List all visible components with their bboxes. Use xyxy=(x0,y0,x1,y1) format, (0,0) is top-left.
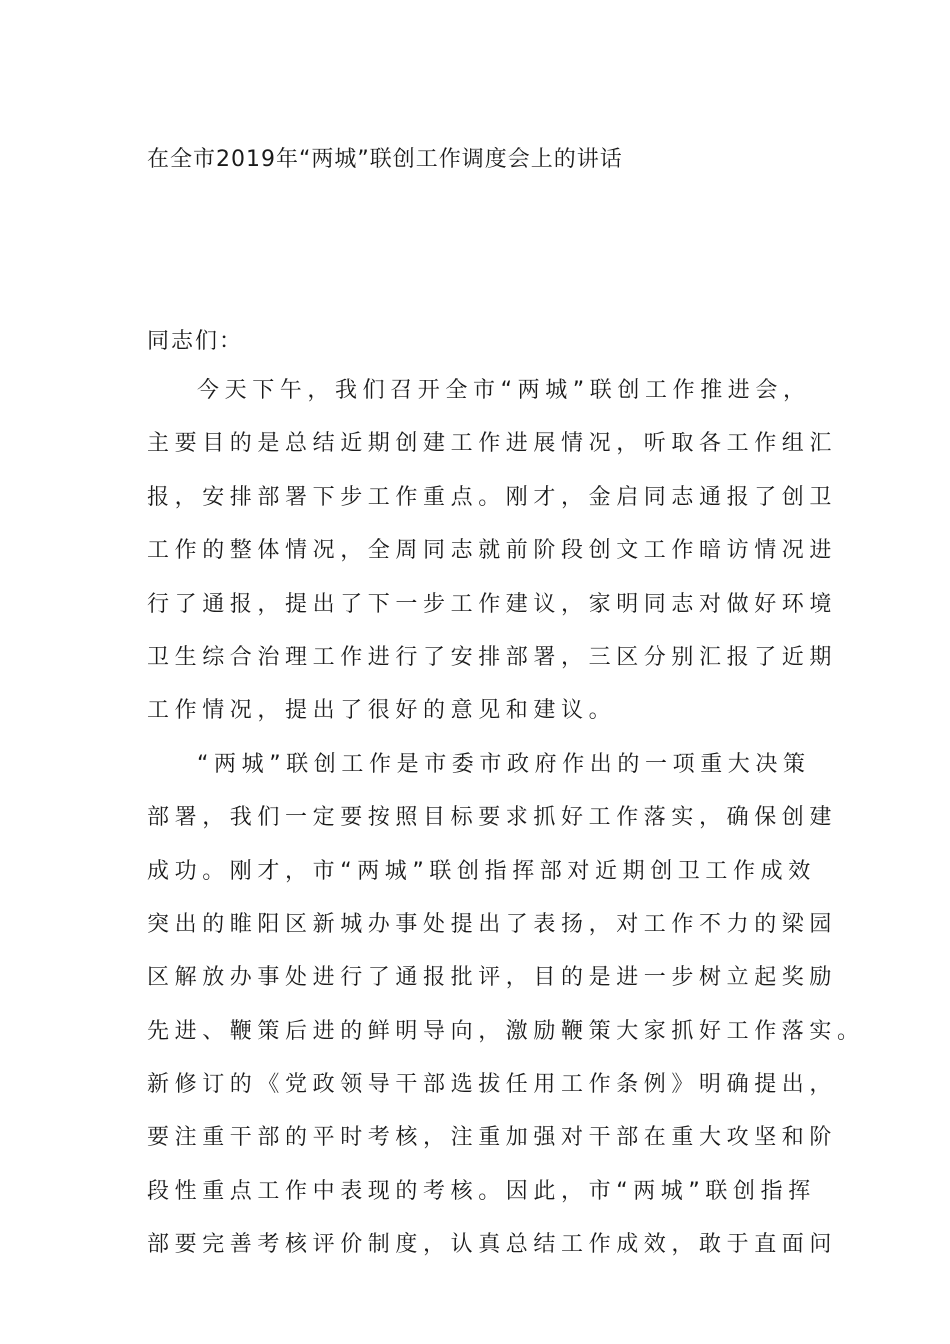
paragraph-line: 报，安排部署下步工作重点。刚才，金启同志通报了创卫 xyxy=(147,484,838,510)
body-text xyxy=(147,372,865,1280)
paragraph-line: 工作情况，提出了很好的意见和建议。 xyxy=(147,698,617,724)
paragraph-line: 部署，我们一定要按照目标要求抓好工作落实，确保创建 xyxy=(147,805,838,831)
paragraph-line: 突出的睢阳区新城办事处提出了表扬，对工作不力的梁园 xyxy=(147,911,838,937)
paragraph-line: 成功。刚才，市“两城”联创指挥部对近期创卫工作成效 xyxy=(147,858,816,884)
paragraph-line: 今天下午，我们召开全市“两城”联创工作推进会， xyxy=(197,378,811,403)
paragraph-line: 部要完善考核评价制度，认真总结工作成效，敢于直面问 xyxy=(147,1232,838,1258)
salutation: 同志们： xyxy=(147,329,244,354)
paragraph-line: 先进、鞭策后进的鲜明导向，激励鞭策大家抓好工作落实。 xyxy=(147,1018,865,1044)
paragraph-line: 新修订的《党政领导干部选拔任用工作条例》明确提出， xyxy=(147,1072,838,1098)
paragraph-line: 行了通报，提出了下一步工作建议，家明同志对做好环境 xyxy=(147,591,838,617)
paragraph-line: 主要目的是总结近期创建工作进展情况，听取各工作组汇 xyxy=(147,431,838,457)
paragraph-line: 段性重点工作中表现的考核。因此，市“两城”联创指挥 xyxy=(147,1178,816,1204)
paragraph-line: 工作的整体情况，全周同志就前阶段创文工作暗访情况进 xyxy=(147,538,838,564)
paragraph-line: 要注重干部的平时考核，注重加强对干部在重大攻坚和阶 xyxy=(147,1125,838,1151)
paragraph-line: “两城”联创工作是市委市政府作出的一项重大决策 xyxy=(197,751,811,777)
document-title: 在全市2019年“两城”联创工作调度会上的讲话 xyxy=(147,147,623,172)
paragraph-line: 卫生综合治理工作进行了安排部署，三区分别汇报了近期 xyxy=(147,644,838,670)
paragraph-line: 区解放办事处进行了通报批评，目的是进一步树立起奖励 xyxy=(147,965,838,991)
